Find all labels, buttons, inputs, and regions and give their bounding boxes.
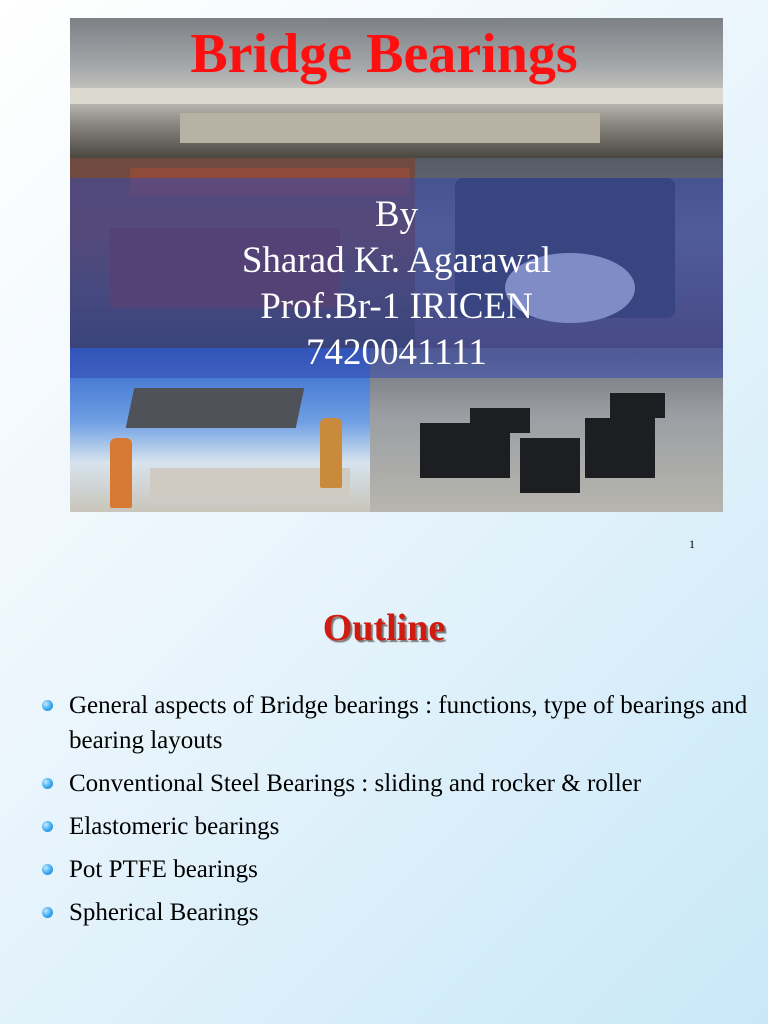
bullet-icon xyxy=(42,907,53,918)
outline-heading: Outline xyxy=(322,607,446,649)
page-number: 1 xyxy=(689,537,695,551)
list-item: Conventional Steel Bearings : sliding and rocker & roller xyxy=(40,766,755,801)
bullet-icon xyxy=(42,700,53,711)
bullet-icon xyxy=(42,778,53,789)
outline-list xyxy=(40,688,755,938)
slide-title: Bridge Bearings xyxy=(190,23,578,85)
bullet-icon xyxy=(42,821,53,832)
author-name: Sharad Kr. Agarawal xyxy=(241,240,552,281)
author-designation: Prof.Br-1 IRICEN xyxy=(260,286,533,327)
list-item: General aspects of Bridge bearings : functions, type of bearings and bearing layouts xyxy=(40,688,755,758)
bullet-icon xyxy=(42,864,53,875)
author-by: By xyxy=(374,194,419,235)
author-phone: 7420041111 xyxy=(306,332,487,373)
list-item: Spherical Bearings xyxy=(40,895,755,930)
list-item: Pot PTFE bearings xyxy=(40,852,755,887)
list-item: Elastomeric bearings xyxy=(40,809,755,844)
author-block xyxy=(70,192,723,376)
